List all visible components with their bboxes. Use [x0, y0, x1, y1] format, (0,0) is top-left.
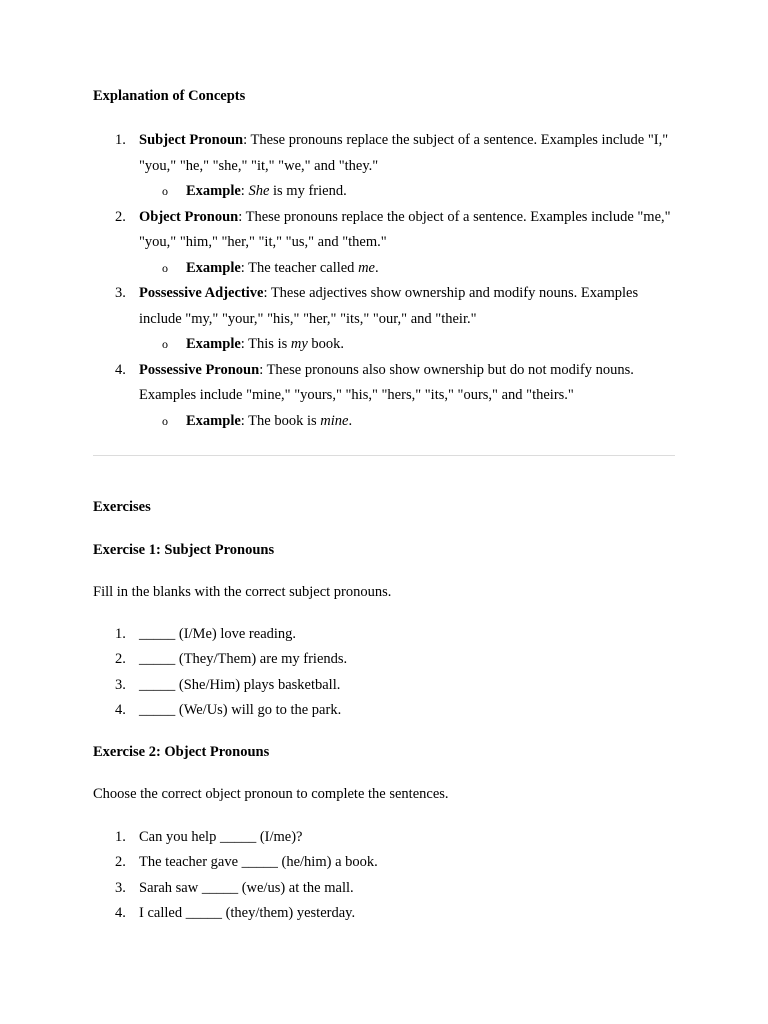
- example-text-end: .: [374, 259, 379, 276]
- example-text: : The book is: [240, 412, 321, 429]
- list-number: 1.: [115, 626, 126, 642]
- example-label: Example: [186, 412, 241, 429]
- example-list: [139, 409, 675, 435]
- exercise-sentence: I called _____ (they/them) yesterday.: [139, 905, 356, 922]
- example-label: Example: [186, 259, 241, 276]
- exercise-sentence: _____ (They/Them) are my friends.: [139, 651, 348, 668]
- example-text: : This is: [240, 336, 291, 352]
- explanation-heading: Explanation of Concepts: [93, 88, 246, 104]
- list-number: 3.: [115, 285, 126, 301]
- concept-item-possessive-pronoun: [93, 358, 675, 435]
- exercise-2-heading: Exercise 2: Object Pronouns: [93, 744, 270, 761]
- example-text: : The teacher called: [240, 259, 359, 276]
- list-number: 4.: [115, 701, 126, 718]
- list-number: 4.: [115, 361, 126, 378]
- example-list: [139, 256, 675, 282]
- concept-term: Possessive Adjective: [139, 285, 264, 301]
- exercise-1-instruction: Fill in the blanks with the correct subject pronouns.: [93, 584, 392, 600]
- circle-bullet-icon: o: [162, 260, 168, 275]
- document-page: [93, 86, 675, 926]
- circle-bullet-icon: o: [162, 413, 168, 428]
- list-number: 3.: [115, 879, 126, 896]
- list-item: [93, 622, 675, 647]
- list-number: 1.: [115, 132, 126, 148]
- example-item: [139, 409, 675, 435]
- exercise-2-instruction: Choose the correct object pronoun to complete the sentences.: [93, 786, 449, 803]
- exercise-sentence: _____ (We/Us) will go to the park.: [139, 701, 342, 718]
- example-list: [139, 179, 675, 205]
- example-list: [139, 332, 675, 358]
- example-label: Example: [186, 336, 241, 352]
- exercise-sentence: The teacher gave _____ (he/him) a book.: [139, 854, 378, 871]
- exercise-sentence: Sarah saw _____ (we/us) at the mall.: [139, 879, 354, 896]
- list-number: 1.: [115, 829, 126, 846]
- concept-description: : These pronouns replace the object of a sentence. Examples include "me," "you," "him," "her," "it," "us," and "them.": [139, 208, 671, 250]
- concept-description: : These pronouns also show ownership but do not modify nouns. Examples include "mine," "yours," "his," "hers," "its," "ours," and "theirs.": [139, 361, 634, 403]
- exercise-2-list: [93, 825, 675, 926]
- list-number: 2.: [115, 208, 126, 225]
- example-text-end: .: [348, 412, 353, 429]
- example-emphasis: me: [358, 259, 375, 276]
- concept-term: Subject Pronoun: [139, 132, 244, 148]
- concept-item-subject-pronoun: [93, 128, 675, 205]
- concept-term: Possessive Pronoun: [139, 361, 260, 378]
- exercises-heading: Exercises: [93, 499, 151, 515]
- list-number: 3.: [115, 676, 126, 693]
- list-item: [93, 647, 675, 672]
- exercise-1-list: [93, 622, 675, 723]
- example-text-end: is my friend.: [269, 183, 347, 199]
- example-emphasis: mine: [320, 412, 349, 429]
- concept-term: Object Pronoun: [139, 208, 239, 225]
- example-emphasis: She: [248, 183, 270, 199]
- list-number: 4.: [115, 905, 126, 922]
- exercise-sentence: _____ (She/Him) plays basketball.: [139, 676, 341, 693]
- example-item: [139, 179, 675, 205]
- example-item: [139, 332, 675, 358]
- concept-description: : These pronouns replace the subject of a sentence. Examples include "I," "you," "he," "she," "it," "we," and "they.": [139, 132, 669, 174]
- list-item: [93, 825, 675, 850]
- list-item: [93, 673, 675, 698]
- list-item: [93, 850, 675, 875]
- list-number: 2.: [115, 854, 126, 871]
- exercise-sentence: _____ (I/Me) love reading.: [139, 626, 297, 642]
- exercise-sentence: Can you help _____ (I/me)?: [139, 829, 303, 846]
- concept-list: [93, 128, 675, 434]
- example-text-end: book.: [307, 336, 345, 352]
- circle-bullet-icon: o: [162, 337, 168, 351]
- example-item: [139, 256, 675, 282]
- example-emphasis: my: [290, 336, 308, 352]
- list-item: [93, 876, 675, 901]
- circle-bullet-icon: o: [162, 184, 168, 198]
- list-item: [93, 901, 675, 926]
- list-item: [93, 698, 675, 723]
- concept-description: : These adjectives show ownership and modify nouns. Examples include "my," "your," "his," "her," "its," "our," and "their.": [139, 285, 639, 327]
- concept-item-possessive-adjective: [93, 281, 675, 358]
- example-label: Example: [186, 183, 241, 199]
- list-number: 2.: [115, 651, 126, 668]
- concept-item-object-pronoun: [93, 205, 675, 282]
- exercise-1-heading: Exercise 1: Subject Pronouns: [93, 542, 275, 558]
- example-text: :: [240, 183, 249, 199]
